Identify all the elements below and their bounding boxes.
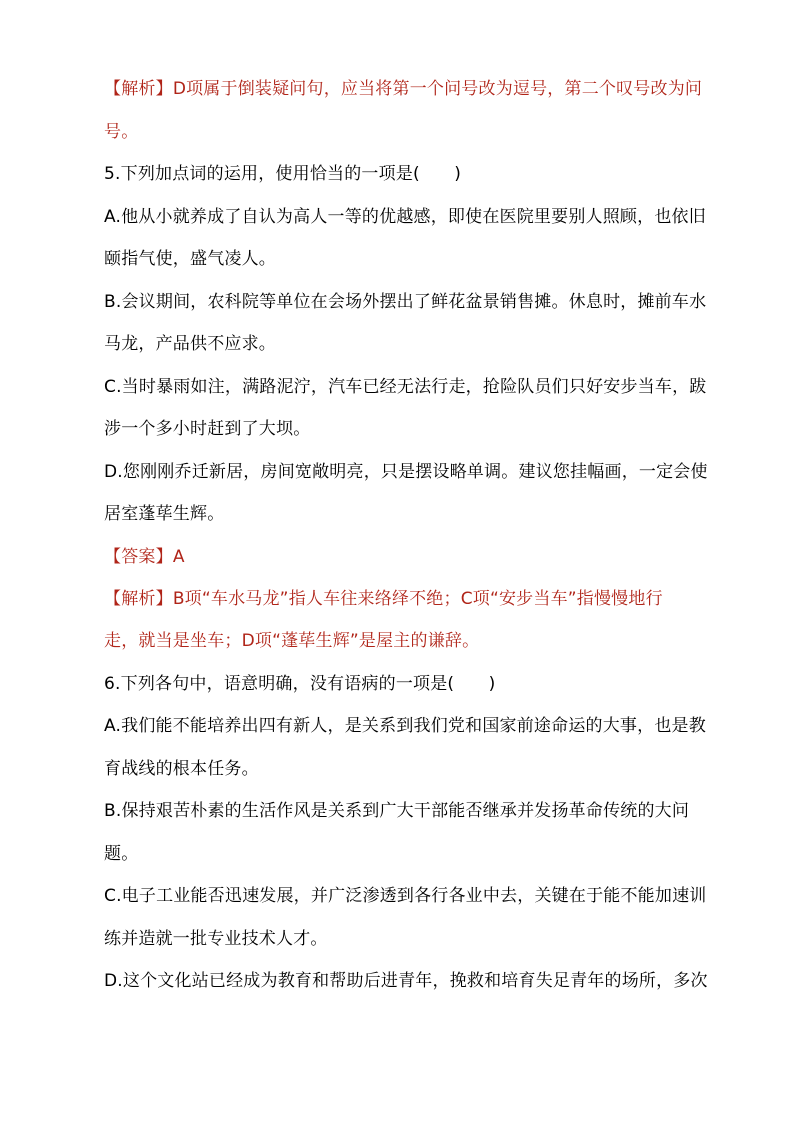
option-d-line: D.您刚刚乔迁新居，房间宽敞明亮，只是摆设略单调。建议您挂幅画，一定会使 <box>104 462 708 482</box>
option-a-line: 颐指气使，盛气凌人。 <box>104 249 276 269</box>
explanation-tag: 【解析】 <box>104 79 173 99</box>
answer-line <box>104 543 724 571</box>
option-b-line: B.会议期间，农科院等单位在会场外摆出了鲜花盆景销售摊。休息时，摊前车水 <box>104 292 707 312</box>
explanation-text: D项属于倒装疑问句，应当将第一个问号改为逗号，第二个叹号改为问 <box>172 79 703 99</box>
option-c-line: C.电子工业能否迅速发展，并广泛渗透到各行各业中去，关键在于能不能加速训 <box>104 886 707 906</box>
option-b-line: 马龙，产品供不应求。 <box>104 334 276 354</box>
option-d-line: 居室蓬荜生辉。 <box>104 504 225 524</box>
answer-tag: 【答案】 <box>104 547 173 567</box>
option-b-line: 题。 <box>104 844 139 864</box>
question-6-stem: 6.下列各句中，语意明确，没有语病的一项是( ) <box>104 674 496 694</box>
explanation-tag: 【解析】 <box>104 589 173 609</box>
explanation-text: B项“车水马龙”指人车往来络绎不绝；C项“安步当车”指慢慢地行 <box>172 589 663 609</box>
option-a-line: A.我们能不能培养出四有新人，是关系到我们党和国家前途命运的大事，也是教 <box>104 716 706 736</box>
explanation-line <box>104 585 724 613</box>
option-d-line: D.这个文化站已经成为教育和帮助后进青年，挽救和培育失足青年的场所，多次 <box>104 971 708 991</box>
question-5-stem: 5.下列加点词的运用，使用恰当的一项是( ) <box>104 164 462 184</box>
answer-value: A <box>172 547 185 567</box>
explanation-line: 号。 <box>104 122 139 142</box>
option-a-line: A.他从小就养成了自认为高人一等的优越感，即使在医院里要别人照顾，也依旧 <box>104 207 706 227</box>
option-c-line: 练并造就一批专业技术人才。 <box>104 929 328 949</box>
option-a-line: 育战线的根本任务。 <box>104 759 259 779</box>
option-c-line: C.当时暴雨如注，满路泥泞，汽车已经无法行走，抢险队员们只好安步当车，跋 <box>104 377 707 397</box>
explanation-line <box>104 75 724 103</box>
option-b-line: B.保持艰苦朴素的生活作风是关系到广大干部能否继承并发扬革命传统的大问 <box>104 801 690 821</box>
option-c-line: 涉一个多小时赶到了大坝。 <box>104 419 311 439</box>
explanation-line: 走，就当是坐车；D项“蓬荜生辉”是屋主的谦辞。 <box>104 631 480 651</box>
